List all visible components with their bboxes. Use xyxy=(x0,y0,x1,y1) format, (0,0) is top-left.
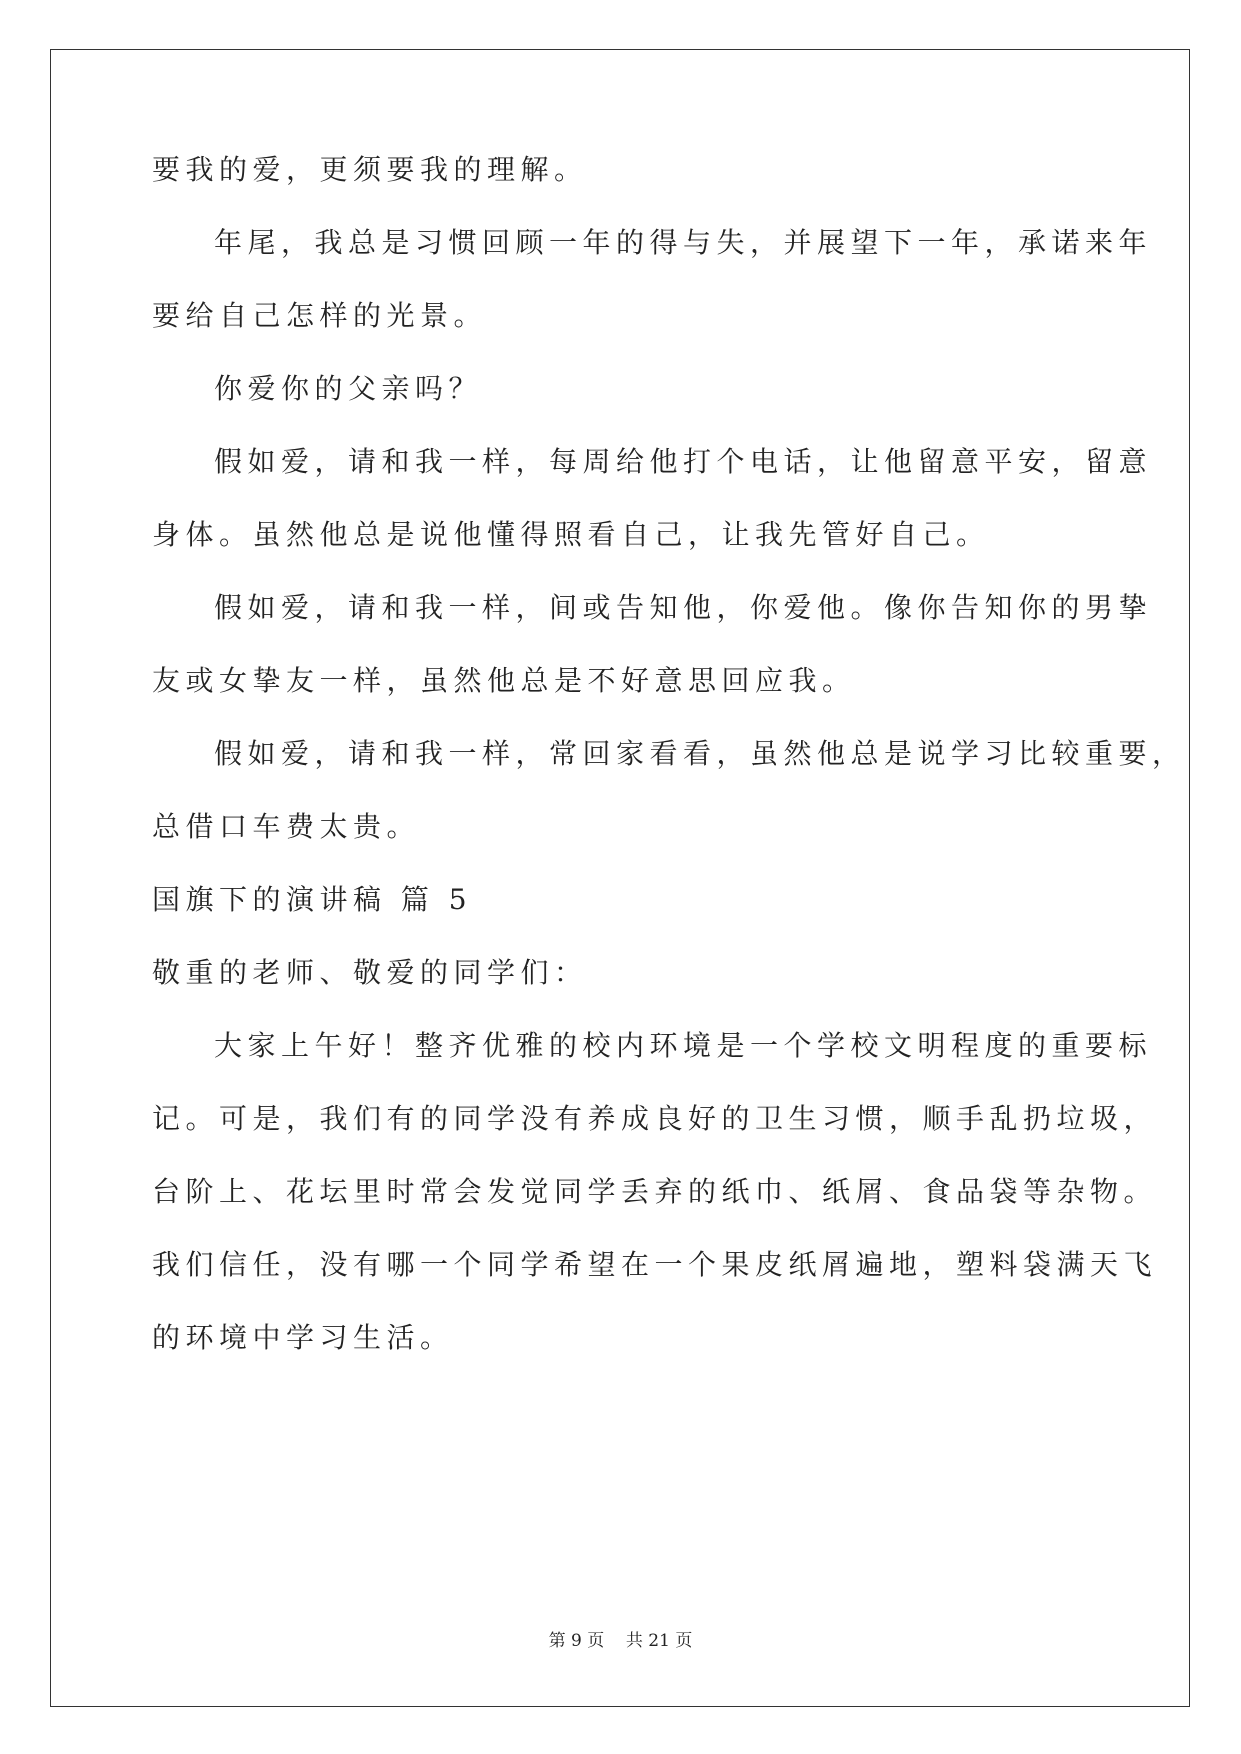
text-line: 记。可是，我们有的同学没有养成良好的卫生习惯，顺手乱扔垃圾， xyxy=(152,1102,1158,1135)
text-line: 要我的爱，更须要我的理解。 xyxy=(152,153,588,186)
section-heading: 国旗下的演讲稿 篇 5 xyxy=(152,883,473,916)
text-line: 总借口车费太贵。 xyxy=(152,810,421,843)
text-line: 你爱你的父亲吗？ xyxy=(214,372,483,405)
text-line: 要给自己怎样的光景。 xyxy=(152,299,488,332)
salutation: 敬重的老师、敬爱的同学们： xyxy=(152,956,588,989)
text-line: 台阶上、花坛里时常会发觉同学丢弃的纸巾、纸屑、食品袋等杂物。 xyxy=(152,1175,1158,1208)
text-line: 假如爱，请和我一样，常回家看看，虽然他总是说学习比较重要， xyxy=(214,737,1186,770)
text-line: 的环境中学习生活。 xyxy=(152,1321,454,1354)
text-line: 身体。虽然他总是说他懂得照看自己，让我先管好自己。 xyxy=(152,518,990,551)
text-line: 我们信任，没有哪一个同学希望在一个果皮纸屑遍地，塑料袋满天飞 xyxy=(152,1248,1158,1281)
page-number-footer: 第 9 页 共 21 页 xyxy=(548,1631,693,1651)
text-line: 假如爱，请和我一样，间或告知他，你爱他。像你告知你的男挚 xyxy=(214,591,1153,624)
text-line: 大家上午好！整齐优雅的校内环境是一个学校文明程度的重要标 xyxy=(214,1029,1153,1062)
text-line: 友或女挚友一样，虽然他总是不好意思回应我。 xyxy=(152,664,856,697)
text-line: 年尾，我总是习惯回顾一年的得与失，并展望下一年，承诺来年 xyxy=(214,226,1153,259)
text-line: 假如爱，请和我一样，每周给他打个电话，让他留意平安，留意 xyxy=(214,445,1153,478)
